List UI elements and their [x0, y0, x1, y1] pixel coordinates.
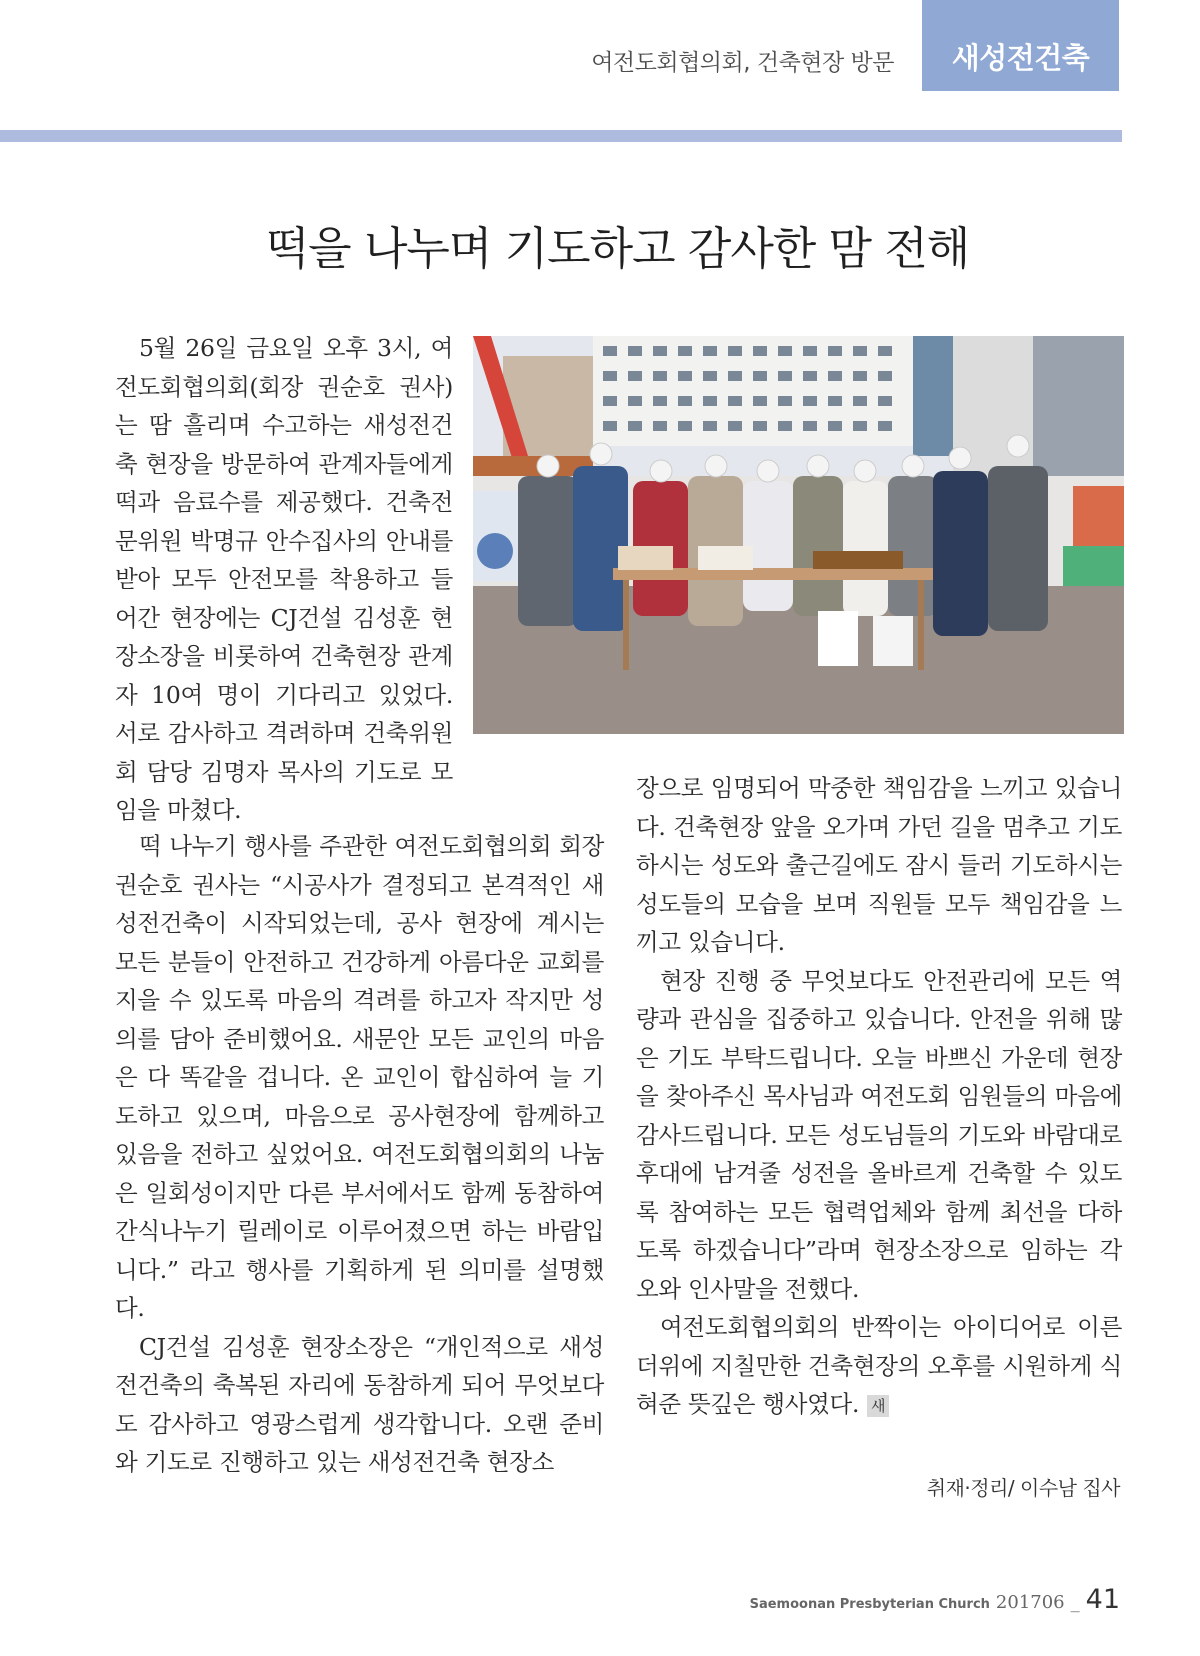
paragraph-4: 현장 진행 중 무엇보다도 안전관리에 모든 역량과 관심을 집중하고 있습니다. 안전을 위해 많은 기도 부탁드립니다. 오늘 바쁘신 가운데 현장을 찾아주신 목사님과 여전도회 임원들의 마음에 감사드립니다. 모든 성도님들의 기도와 바람대로 후대에 남겨줄 성전을 올바르게 건축할 수 있도록 참여하는 모든 협력업체와 함께 최선을 다하도록 하겠습니다”라며 현장소장으로 임하는 각오와 인사말을 전했다.: [636, 966, 1122, 1303]
article-title: 떡을 나누며 기도하고 감사한 맘 전해: [265, 222, 970, 275]
group-photo-construction-site: [473, 336, 1124, 734]
article-photo: [473, 336, 1124, 734]
end-mark-icon: 새: [867, 1395, 889, 1417]
paragraph-5-wrapper: [636, 1308, 1122, 1424]
section-tab-label: 새성전건축: [951, 41, 1090, 75]
paragraph-3-start: CJ건설 김성훈 현장소장은 “개인적으로 새성전건축의 축복된 자리에 동참하게 되어 무엇보다도 감사하고 영광스럽게 생각합니다. 오랜 준비와 기도로 진행하고 있는 새성전건축 현장소: [115, 1332, 604, 1476]
article-column-right: [636, 769, 1122, 1424]
footer-issue: 201706: [995, 1592, 1065, 1613]
paragraph-5: 여전도회협의회의 반짝이는 아이디어로 이른 더위에 지칠만한 건축현장의 오후를 시원하게 식혀준 뜻깊은 행사였다.: [636, 1313, 1122, 1418]
paragraph-1: 5월 26일 금요일 오후 3시, 여전도회협의회(회장 권순호 권사)는 땀 흘리며 수고하는 새성전건축 현장을 방문하여 관계자들에게 떡과 음료수를 제공했다. 건축전문위원 박명규 안수집사의 안내를 받아 모두 안전모를 착용하고 들어간 현장에는 CJ건설 김성훈 현장소장을 비롯하여 건축현장 관계자 10여 명이 기다리고 있었다. 서로 감사하고 격려하며 건축위원회 담당 김명자 목사의 기도로 모임을 마쳤다.: [115, 334, 453, 824]
header-divider: [0, 130, 1122, 142]
page-number: 41: [1085, 1584, 1120, 1615]
header-subtitle: 여전도회협의회, 건축현장 방문: [591, 50, 894, 76]
paragraph-3-end: 장으로 임명되어 막중한 책임감을 느끼고 있습니다. 건축현장 앞을 오가며 가던 길을 멈추고 기도하시는 성도와 출근길에도 잠시 들러 기도하시는 성도들의 모습을 보며 직원들 모두 책임감을 느끼고 있습니다.: [636, 774, 1122, 956]
byline: 취재·정리/ 이수남 집사: [926, 1476, 1120, 1500]
footer-separator: _: [1070, 1592, 1080, 1613]
footer-church-name: Saemoonan Presbyterian Church: [749, 1597, 990, 1612]
article-column-left-bottom: [115, 827, 604, 1482]
paragraph-2: 떡 나누기 행사를 주관한 여전도회협의회 회장 권순호 권사는 “시공사가 결정되고 본격적인 새성전건축이 시작되었는데, 공사 현장에 계시는 모든 분들이 안전하고 건강하게 아름다운 교회를 지을 수 있도록 마음의 격려를 하고자 작지만 성의를 담아 준비했어요. 새문안 모든 교인의 마음은 다 똑같을 겁니다. 온 교인이 합심하여 늘 기도하고 있으며, 마음으로 공사현장에 함께하고 있음을 전하고 싶었어요. 여전도회협의회의 나눔은 일회성이지만 다른 부서에서도 함께 동참하여 간식나누기 릴레이로 이루어졌으면 하는 바람입니다.” 라고 행사를 기획하게 된 의미를 설명했다.: [115, 832, 604, 1322]
page-footer: [750, 1584, 1120, 1615]
section-tab: [922, 0, 1119, 91]
article-column-left-top: [115, 329, 453, 830]
